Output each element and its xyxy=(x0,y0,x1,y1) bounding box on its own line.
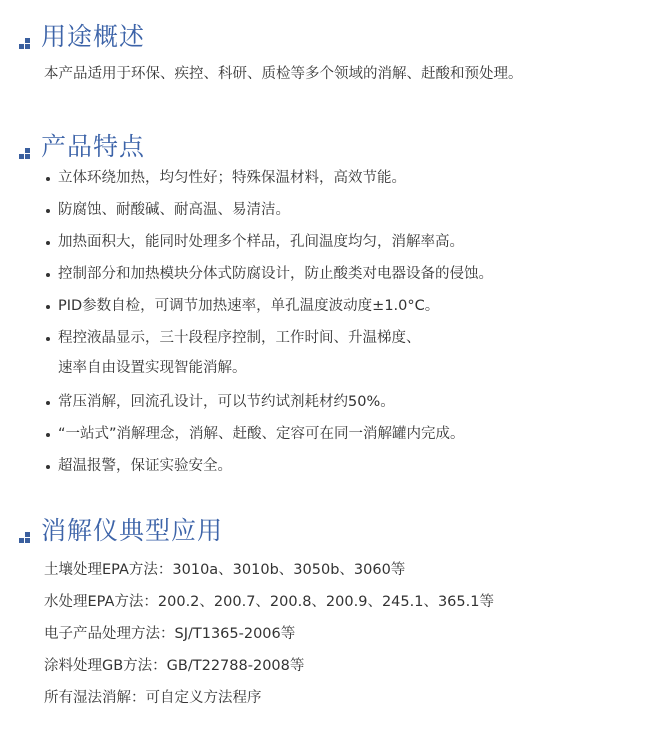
application-line: 电子产品处理方法：SJ/T1365-2006等 xyxy=(44,626,296,642)
application-line: 涂料处理GB方法：GB/T22788-2008等 xyxy=(44,658,305,674)
applications-section xyxy=(0,508,648,706)
application-line: 所有湿法消解：可自定义方法程序 xyxy=(44,690,262,706)
features-title: 产品特点 xyxy=(41,132,146,161)
bullet-icon xyxy=(46,177,50,181)
bullet-icon xyxy=(46,433,50,437)
applications-header xyxy=(0,508,648,548)
features-section: 产品特点 立体环绕加热，均匀性好；特殊保温材料，高效节能。 防腐蚀、耐酸碱、耐高温、易清洁。 加热面积大，能同时处理多个样品，孔间温度均匀，消解率高。 控制部分和加热模块分体式防腐设计，防止酸类对电器设备的侵蚀。 PID参数自检，可调节加热速率，单孔温度波动度±1.0°C。 程控液晶显示，三十段程序控制，工作时间、升温梯度、 速率自由设置实现智能消解。 常压消解，回流孔设计，可以节约试剂耗材约50%。 “一站式”消解理念，消解、赶酸、定容可在同一消解罐内完成。 超温报警，保证实验安全。 xyxy=(0,124,648,164)
bullet-icon xyxy=(46,209,50,213)
bullet-icon xyxy=(46,241,50,245)
bullet-icon xyxy=(46,401,50,405)
bullet-icon xyxy=(46,273,50,277)
overview-text: 本产品适用于环保、疾控、科研、质检等多个领域的消解、赶酸和预处理。 xyxy=(44,66,523,82)
section-marker-icon xyxy=(19,527,33,543)
features-header xyxy=(0,124,648,164)
bullet-icon xyxy=(46,337,50,341)
applications-title: 消解仪典型应用 xyxy=(41,516,224,545)
application-line: 水处理EPA方法：200.2、200.7、200.8、200.9、245.1、365.1等 xyxy=(44,594,494,610)
overview-section xyxy=(0,14,648,82)
overview-title: 用途概述 xyxy=(41,22,146,51)
bullet-icon xyxy=(46,465,50,469)
overview-header xyxy=(0,14,648,54)
section-marker-icon xyxy=(19,33,33,49)
section-marker-icon xyxy=(19,143,33,159)
application-line: 土壤处理EPA方法：3010a、3010b、3050b、3060等 xyxy=(44,562,406,578)
bullet-icon xyxy=(46,305,50,309)
